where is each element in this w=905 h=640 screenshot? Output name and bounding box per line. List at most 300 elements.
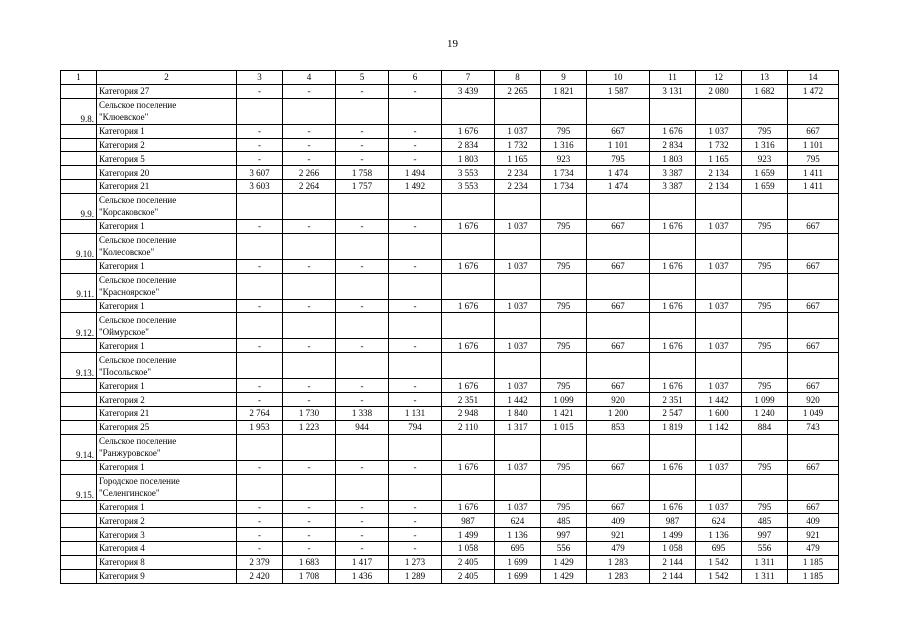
value-cell: 1 542 <box>696 569 742 583</box>
value-cell: 1 411 <box>788 180 839 194</box>
empty-cell <box>495 98 541 124</box>
value-cell: 3 131 <box>650 84 696 98</box>
value-cell: 2 264 <box>283 180 336 194</box>
table-row <box>61 393 839 407</box>
section-title-line1: Городское поселение <box>99 476 180 486</box>
row-number <box>61 569 97 583</box>
value-cell: - <box>389 138 442 152</box>
value-cell: 1 676 <box>650 339 696 353</box>
value-cell: 795 <box>788 152 839 166</box>
value-cell: 1 037 <box>696 500 742 514</box>
value-cell: - <box>336 542 389 556</box>
empty-cell <box>650 193 696 219</box>
value-cell: 921 <box>788 528 839 542</box>
category-name: Категория 1 <box>97 219 237 233</box>
empty-cell <box>696 474 742 500</box>
value-cell: 409 <box>587 514 650 528</box>
value-cell: 1 037 <box>495 124 541 138</box>
section-row <box>61 233 839 259</box>
value-cell: - <box>336 460 389 474</box>
empty-cell <box>442 233 495 259</box>
value-cell: - <box>389 152 442 166</box>
value-cell: - <box>389 379 442 393</box>
value-cell: 1 316 <box>742 138 788 152</box>
section-number: 9.14. <box>61 434 97 460</box>
empty-cell <box>788 98 839 124</box>
value-cell: 485 <box>541 514 587 528</box>
category-name: Категория 2 <box>97 514 237 528</box>
value-cell: 795 <box>541 259 587 273</box>
value-cell: - <box>389 84 442 98</box>
value-cell: 795 <box>742 339 788 353</box>
section-title <box>97 193 237 219</box>
empty-cell <box>389 313 442 339</box>
empty-cell <box>650 233 696 259</box>
value-cell: - <box>237 528 283 542</box>
value-cell: 2 379 <box>237 555 283 569</box>
empty-cell <box>495 434 541 460</box>
section-title <box>97 353 237 379</box>
value-cell: 1 499 <box>650 528 696 542</box>
value-cell: 1 037 <box>696 259 742 273</box>
table-row <box>61 259 839 273</box>
empty-cell <box>788 313 839 339</box>
value-cell: - <box>283 138 336 152</box>
column-header: 2 <box>97 71 237 85</box>
section-row <box>61 353 839 379</box>
section-number: 9.9. <box>61 193 97 219</box>
value-cell: 2 265 <box>495 84 541 98</box>
value-cell: 795 <box>742 379 788 393</box>
value-cell: 2 144 <box>650 555 696 569</box>
value-cell: 944 <box>336 420 389 434</box>
category-name: Категория 20 <box>97 166 237 180</box>
column-header: 6 <box>389 71 442 85</box>
column-header: 9 <box>541 71 587 85</box>
value-cell: 1 037 <box>495 379 541 393</box>
value-cell: 409 <box>788 514 839 528</box>
column-header: 14 <box>788 71 839 85</box>
value-cell: 1 338 <box>336 406 389 420</box>
empty-cell <box>541 474 587 500</box>
value-cell: - <box>336 219 389 233</box>
empty-cell <box>788 474 839 500</box>
empty-cell <box>283 193 336 219</box>
empty-cell <box>696 273 742 299</box>
value-cell: - <box>389 542 442 556</box>
value-cell: 1 015 <box>541 420 587 434</box>
section-title <box>97 313 237 339</box>
empty-cell <box>283 233 336 259</box>
section-title <box>97 233 237 259</box>
column-header: 11 <box>650 71 696 85</box>
value-cell: 1 442 <box>696 393 742 407</box>
value-cell: 794 <box>389 420 442 434</box>
empty-cell <box>283 98 336 124</box>
empty-cell <box>587 233 650 259</box>
empty-cell <box>788 273 839 299</box>
column-header: 12 <box>696 71 742 85</box>
empty-cell <box>283 353 336 379</box>
header-row <box>61 71 839 85</box>
empty-cell <box>650 313 696 339</box>
table-row <box>61 528 839 542</box>
empty-cell <box>495 233 541 259</box>
empty-cell <box>495 474 541 500</box>
section-row <box>61 98 839 124</box>
section-row <box>61 313 839 339</box>
page-number: 19 <box>447 38 458 50</box>
category-name: Категория 21 <box>97 180 237 194</box>
value-cell: 1 803 <box>650 152 696 166</box>
value-cell: 2 420 <box>237 569 283 583</box>
category-name: Категория 3 <box>97 528 237 542</box>
value-cell: - <box>389 460 442 474</box>
value-cell: 1 734 <box>541 166 587 180</box>
value-cell: - <box>237 124 283 138</box>
empty-cell <box>495 353 541 379</box>
value-cell: 667 <box>587 124 650 138</box>
value-cell: 667 <box>587 299 650 313</box>
value-cell: 1 421 <box>541 406 587 420</box>
value-cell: 795 <box>541 219 587 233</box>
value-cell: 1 708 <box>283 569 336 583</box>
empty-cell <box>389 273 442 299</box>
empty-cell <box>541 353 587 379</box>
section-title <box>97 434 237 460</box>
category-name: Категория 27 <box>97 84 237 98</box>
value-cell: 1 049 <box>788 406 839 420</box>
category-name: Категория 21 <box>97 406 237 420</box>
value-cell: 921 <box>587 528 650 542</box>
value-cell: - <box>389 514 442 528</box>
table-row <box>61 84 839 98</box>
empty-cell <box>389 434 442 460</box>
value-cell: 695 <box>696 542 742 556</box>
category-name: Категория 1 <box>97 500 237 514</box>
value-cell: - <box>389 299 442 313</box>
value-cell: 1 311 <box>742 569 788 583</box>
value-cell: - <box>237 152 283 166</box>
row-number <box>61 379 97 393</box>
value-cell: 1 185 <box>788 555 839 569</box>
value-cell: 1 429 <box>541 569 587 583</box>
value-cell: 1 101 <box>788 138 839 152</box>
value-cell: 2 405 <box>442 555 495 569</box>
empty-cell <box>742 313 788 339</box>
value-cell: - <box>336 138 389 152</box>
value-cell: - <box>237 393 283 407</box>
value-cell: - <box>237 84 283 98</box>
value-cell: 1 037 <box>696 124 742 138</box>
section-title <box>97 98 237 124</box>
value-cell: 795 <box>742 219 788 233</box>
value-cell: 3 603 <box>237 180 283 194</box>
table-row <box>61 569 839 583</box>
empty-cell <box>336 353 389 379</box>
row-number <box>61 124 97 138</box>
column-header: 13 <box>742 71 788 85</box>
value-cell: 2 234 <box>495 166 541 180</box>
value-cell: 3 439 <box>442 84 495 98</box>
column-header: 1 <box>61 71 97 85</box>
value-cell: 2 110 <box>442 420 495 434</box>
empty-cell <box>650 273 696 299</box>
value-cell: 920 <box>587 393 650 407</box>
value-cell: 1 165 <box>696 152 742 166</box>
value-cell: - <box>283 299 336 313</box>
empty-cell <box>237 233 283 259</box>
value-cell: 743 <box>788 420 839 434</box>
empty-cell <box>336 313 389 339</box>
value-cell: 1 676 <box>650 379 696 393</box>
empty-cell <box>237 434 283 460</box>
value-cell: 479 <box>587 542 650 556</box>
empty-cell <box>495 273 541 299</box>
value-cell: 3 607 <box>237 166 283 180</box>
empty-cell <box>442 434 495 460</box>
value-cell: - <box>283 152 336 166</box>
section-title-line1: Сельское поселение <box>99 436 177 447</box>
section-number: 9.8. <box>61 98 97 124</box>
value-cell: 795 <box>742 460 788 474</box>
section-row <box>61 193 839 219</box>
empty-cell <box>336 233 389 259</box>
table-row <box>61 406 839 420</box>
value-cell: 1 316 <box>541 138 587 152</box>
empty-cell <box>237 193 283 219</box>
empty-cell <box>696 233 742 259</box>
empty-cell <box>742 233 788 259</box>
value-cell: 795 <box>541 124 587 138</box>
value-cell: 1 037 <box>696 339 742 353</box>
empty-cell <box>696 434 742 460</box>
value-cell: 3 553 <box>442 166 495 180</box>
value-cell: 1 037 <box>696 460 742 474</box>
value-cell: 556 <box>541 542 587 556</box>
empty-cell <box>541 193 587 219</box>
value-cell: 485 <box>742 514 788 528</box>
empty-cell <box>696 313 742 339</box>
row-number <box>61 460 97 474</box>
table-row <box>61 299 839 313</box>
section-title-line1: Сельское поселение <box>99 314 177 325</box>
value-cell: 1 311 <box>742 555 788 569</box>
value-cell: 1 757 <box>336 180 389 194</box>
value-cell: 1 200 <box>587 406 650 420</box>
empty-cell <box>336 434 389 460</box>
row-number <box>61 166 97 180</box>
value-cell: - <box>237 460 283 474</box>
column-header: 7 <box>442 71 495 85</box>
empty-cell <box>742 474 788 500</box>
value-cell: 1 730 <box>283 406 336 420</box>
value-cell: 624 <box>696 514 742 528</box>
value-cell: 923 <box>742 152 788 166</box>
value-cell: 1 676 <box>442 379 495 393</box>
section-title-line1: Сельское поселение <box>99 275 177 286</box>
value-cell: 1 136 <box>495 528 541 542</box>
column-header: 5 <box>336 71 389 85</box>
value-cell: 2 351 <box>650 393 696 407</box>
value-cell: - <box>336 152 389 166</box>
value-cell: 2 144 <box>650 569 696 583</box>
row-number <box>61 406 97 420</box>
empty-cell <box>495 313 541 339</box>
value-cell: 1 037 <box>495 339 541 353</box>
empty-cell <box>587 313 650 339</box>
empty-cell <box>389 233 442 259</box>
table-row <box>61 219 839 233</box>
value-cell: - <box>389 339 442 353</box>
value-cell: - <box>336 379 389 393</box>
value-cell: 2 080 <box>696 84 742 98</box>
value-cell: 2 134 <box>696 166 742 180</box>
value-cell: 795 <box>541 339 587 353</box>
empty-cell <box>587 98 650 124</box>
value-cell: 2 764 <box>237 406 283 420</box>
empty-cell <box>742 98 788 124</box>
empty-cell <box>442 474 495 500</box>
empty-cell <box>696 193 742 219</box>
category-name: Категория 1 <box>97 339 237 353</box>
value-cell: 1 289 <box>389 569 442 583</box>
empty-cell <box>389 353 442 379</box>
empty-cell <box>442 193 495 219</box>
value-cell: 2 834 <box>442 138 495 152</box>
value-cell: 920 <box>788 393 839 407</box>
value-cell: 1 429 <box>541 555 587 569</box>
value-cell: 556 <box>742 542 788 556</box>
value-cell: 1 037 <box>495 219 541 233</box>
value-cell: 1 676 <box>442 339 495 353</box>
value-cell: 1 037 <box>696 219 742 233</box>
empty-cell <box>788 233 839 259</box>
value-cell: - <box>389 259 442 273</box>
table-row <box>61 339 839 353</box>
table-row <box>61 379 839 393</box>
row-number <box>61 542 97 556</box>
category-name: Категория 1 <box>97 299 237 313</box>
value-cell: 3 387 <box>650 166 696 180</box>
row-number <box>61 84 97 98</box>
value-cell: 795 <box>541 299 587 313</box>
value-cell: - <box>283 500 336 514</box>
value-cell: - <box>389 528 442 542</box>
section-title-line2: "Посольское" <box>99 366 152 377</box>
value-cell: 1 676 <box>442 500 495 514</box>
value-cell: - <box>283 514 336 528</box>
value-cell: 695 <box>495 542 541 556</box>
value-cell: 667 <box>788 460 839 474</box>
value-cell: 795 <box>742 299 788 313</box>
value-cell: 1 494 <box>389 166 442 180</box>
value-cell: 667 <box>587 460 650 474</box>
value-cell: - <box>283 124 336 138</box>
value-cell: 667 <box>788 379 839 393</box>
table-row <box>61 500 839 514</box>
category-name: Категория 1 <box>97 259 237 273</box>
table-row <box>61 555 839 569</box>
value-cell: 795 <box>742 259 788 273</box>
value-cell: 1 037 <box>696 379 742 393</box>
section-number: 9.10. <box>61 233 97 259</box>
value-cell: 1 676 <box>442 259 495 273</box>
value-cell: 1 436 <box>336 569 389 583</box>
empty-cell <box>541 313 587 339</box>
value-cell: - <box>283 219 336 233</box>
empty-cell <box>283 434 336 460</box>
section-title-line2: "Ранжуровское" <box>99 448 161 459</box>
value-cell: 1 699 <box>495 569 541 583</box>
value-cell: 1 283 <box>587 555 650 569</box>
value-cell: - <box>237 542 283 556</box>
empty-cell <box>650 474 696 500</box>
value-cell: - <box>336 339 389 353</box>
empty-cell <box>788 353 839 379</box>
value-cell: 1 542 <box>696 555 742 569</box>
section-title-line1: Сельское поселение <box>99 354 177 365</box>
value-cell: 667 <box>587 219 650 233</box>
category-name: Категория 1 <box>97 460 237 474</box>
value-cell: 1 417 <box>336 555 389 569</box>
category-name: Категория 2 <box>97 393 237 407</box>
value-cell: 1 472 <box>788 84 839 98</box>
column-header: 8 <box>495 71 541 85</box>
empty-cell <box>541 98 587 124</box>
value-cell: 1 492 <box>389 180 442 194</box>
table-row <box>61 514 839 528</box>
tariff-table <box>60 70 839 584</box>
value-cell: 1 587 <box>587 84 650 98</box>
value-cell: 2 948 <box>442 406 495 420</box>
empty-cell <box>742 273 788 299</box>
empty-cell <box>742 434 788 460</box>
empty-cell <box>283 273 336 299</box>
value-cell: 1 758 <box>336 166 389 180</box>
value-cell: 1 803 <box>442 152 495 166</box>
value-cell: 1 037 <box>495 259 541 273</box>
row-number <box>61 514 97 528</box>
value-cell: - <box>336 299 389 313</box>
value-cell: 987 <box>442 514 495 528</box>
table-row <box>61 124 839 138</box>
value-cell: - <box>237 138 283 152</box>
value-cell: 2 834 <box>650 138 696 152</box>
section-number: 9.11. <box>61 273 97 299</box>
value-cell: 624 <box>495 514 541 528</box>
category-name: Категория 9 <box>97 569 237 583</box>
row-number <box>61 259 97 273</box>
row-number <box>61 219 97 233</box>
section-title-line2: "Красноярское" <box>99 287 160 298</box>
value-cell: 1 676 <box>650 259 696 273</box>
row-number <box>61 138 97 152</box>
value-cell: 1 223 <box>283 420 336 434</box>
empty-cell <box>442 353 495 379</box>
empty-cell <box>237 98 283 124</box>
value-cell: 1 732 <box>696 138 742 152</box>
value-cell: 667 <box>587 500 650 514</box>
value-cell: 2 351 <box>442 393 495 407</box>
value-cell: 853 <box>587 420 650 434</box>
value-cell: 1 682 <box>742 84 788 98</box>
table-row <box>61 166 839 180</box>
value-cell: - <box>389 124 442 138</box>
section-title <box>97 273 237 299</box>
empty-cell <box>587 273 650 299</box>
value-cell: 2 134 <box>696 180 742 194</box>
